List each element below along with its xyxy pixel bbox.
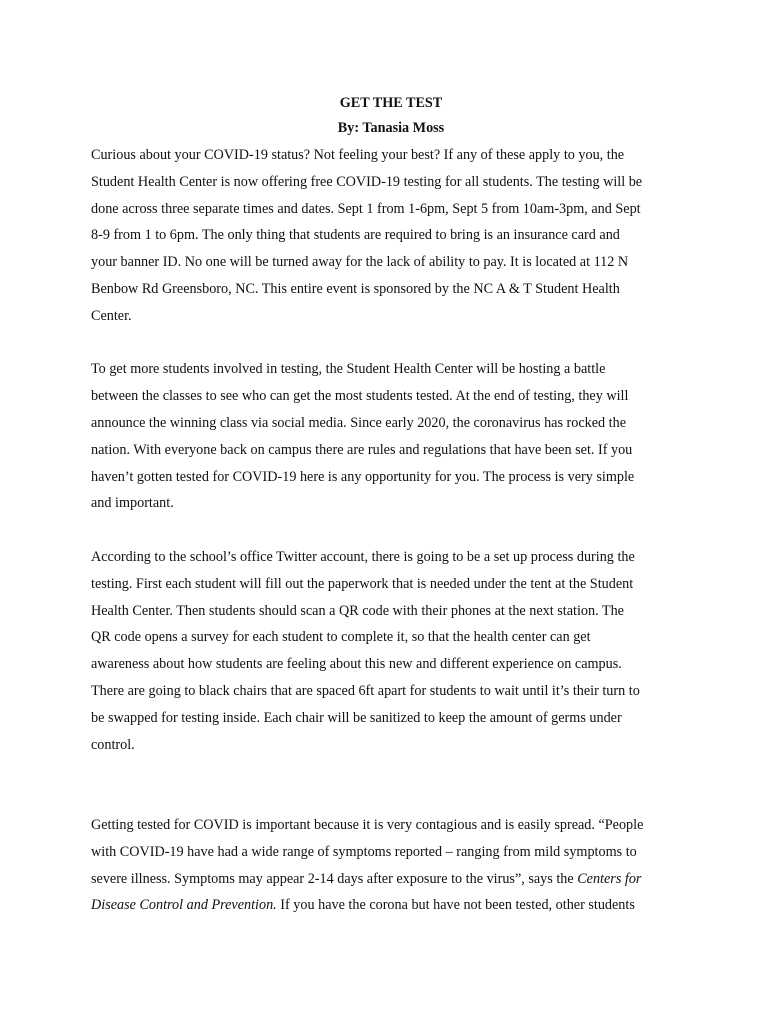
paragraph-line: be swapped for testing inside. Each chair will be sanitized to keep the amount of germs under xyxy=(91,709,622,726)
paragraph-line: haven’t gotten tested for COVID-19 here is any opportunity for you. The process is very simple xyxy=(91,468,635,485)
paragraph-line: To get more students involved in testing, the Student Health Center will be hosting a battle xyxy=(91,361,606,378)
paragraph-line: There are going to black chairs that are spaced 6ft apart for students to wait until it’s their turn to xyxy=(91,682,640,699)
paragraph-line: Health Center. Then students should scan a QR code with their phones at the next station. The xyxy=(91,602,624,619)
paragraph-text: severe illness. Symptoms may appear 2-14 days after exposure to the virus”, says the xyxy=(91,870,578,887)
paragraph-line: control. xyxy=(91,736,135,753)
paragraph-line xyxy=(91,866,691,893)
paragraph-spacer xyxy=(91,330,691,357)
paragraph-line: nation. With everyone back on campus there are rules and regulations that have been set. If you xyxy=(91,441,633,458)
paragraph-line: Student Health Center is now offering free COVID-19 testing for all students. The testing will be xyxy=(91,173,643,190)
paragraph-2 xyxy=(91,356,691,517)
paragraph-4 xyxy=(91,812,691,919)
paragraph-line: with COVID-19 have had a wide range of symptoms reported – ranging from mild symptoms to xyxy=(91,843,637,860)
citation-text: Centers for xyxy=(577,870,642,887)
paragraph-line: your banner ID. No one will be turned away for the lack of ability to pay. It is located at 112 N xyxy=(91,254,629,271)
paragraph-line: and important. xyxy=(91,495,174,512)
paragraph-line: Center. xyxy=(91,307,132,324)
paragraph-text: If you have the corona but have not been tested, other students xyxy=(276,897,635,914)
paragraph-line: announce the winning class via social media. Since early 2020, the coronavirus has rocked the xyxy=(91,414,627,431)
document-title: GET THE TEST xyxy=(339,95,443,111)
paragraph-line: 8-9 from 1 to 6pm. The only thing that students are required to bring is an insurance card and xyxy=(91,227,620,244)
paragraph-line: done across three separate times and dates. Sept 1 from 1-6pm, Sept 5 from 10am-3pm, and Sept xyxy=(91,200,641,217)
paragraph-line: between the classes to see who can get the most students tested. At the end of testing, they will xyxy=(91,388,629,405)
paragraph-line: Getting tested for COVID is important because it is very contagious and is easily spread. “People xyxy=(91,816,644,833)
paragraph-line: Benbow Rd Greensboro, NC. This entire event is sponsored by the NC A & T Student Health xyxy=(91,280,620,297)
citation-text: Disease Control and Prevention. xyxy=(91,897,277,914)
paragraph-line: QR code opens a survey for each student to complete it, so that the health center can get xyxy=(91,629,591,646)
paragraph-line: awareness about how students are feeling about this new and different experience on campus. xyxy=(91,656,622,673)
paragraph-spacer xyxy=(91,517,691,544)
paragraph-1 xyxy=(91,142,691,330)
paragraph-line: According to the school’s office Twitter account, there is going to be a set up process during the xyxy=(91,548,635,565)
paragraph-spacer xyxy=(91,758,691,812)
paragraph-line: Curious about your COVID-19 status? Not feeling your best? If any of these apply to you, the xyxy=(91,147,625,163)
paragraph-line xyxy=(91,892,691,919)
paragraph-line: testing. First each student will fill out the paperwork that is needed under the tent at the Student xyxy=(91,575,634,592)
document-byline: By: Tanasia Moss xyxy=(337,120,445,136)
paragraph-3 xyxy=(91,544,691,758)
document-body xyxy=(91,92,691,919)
